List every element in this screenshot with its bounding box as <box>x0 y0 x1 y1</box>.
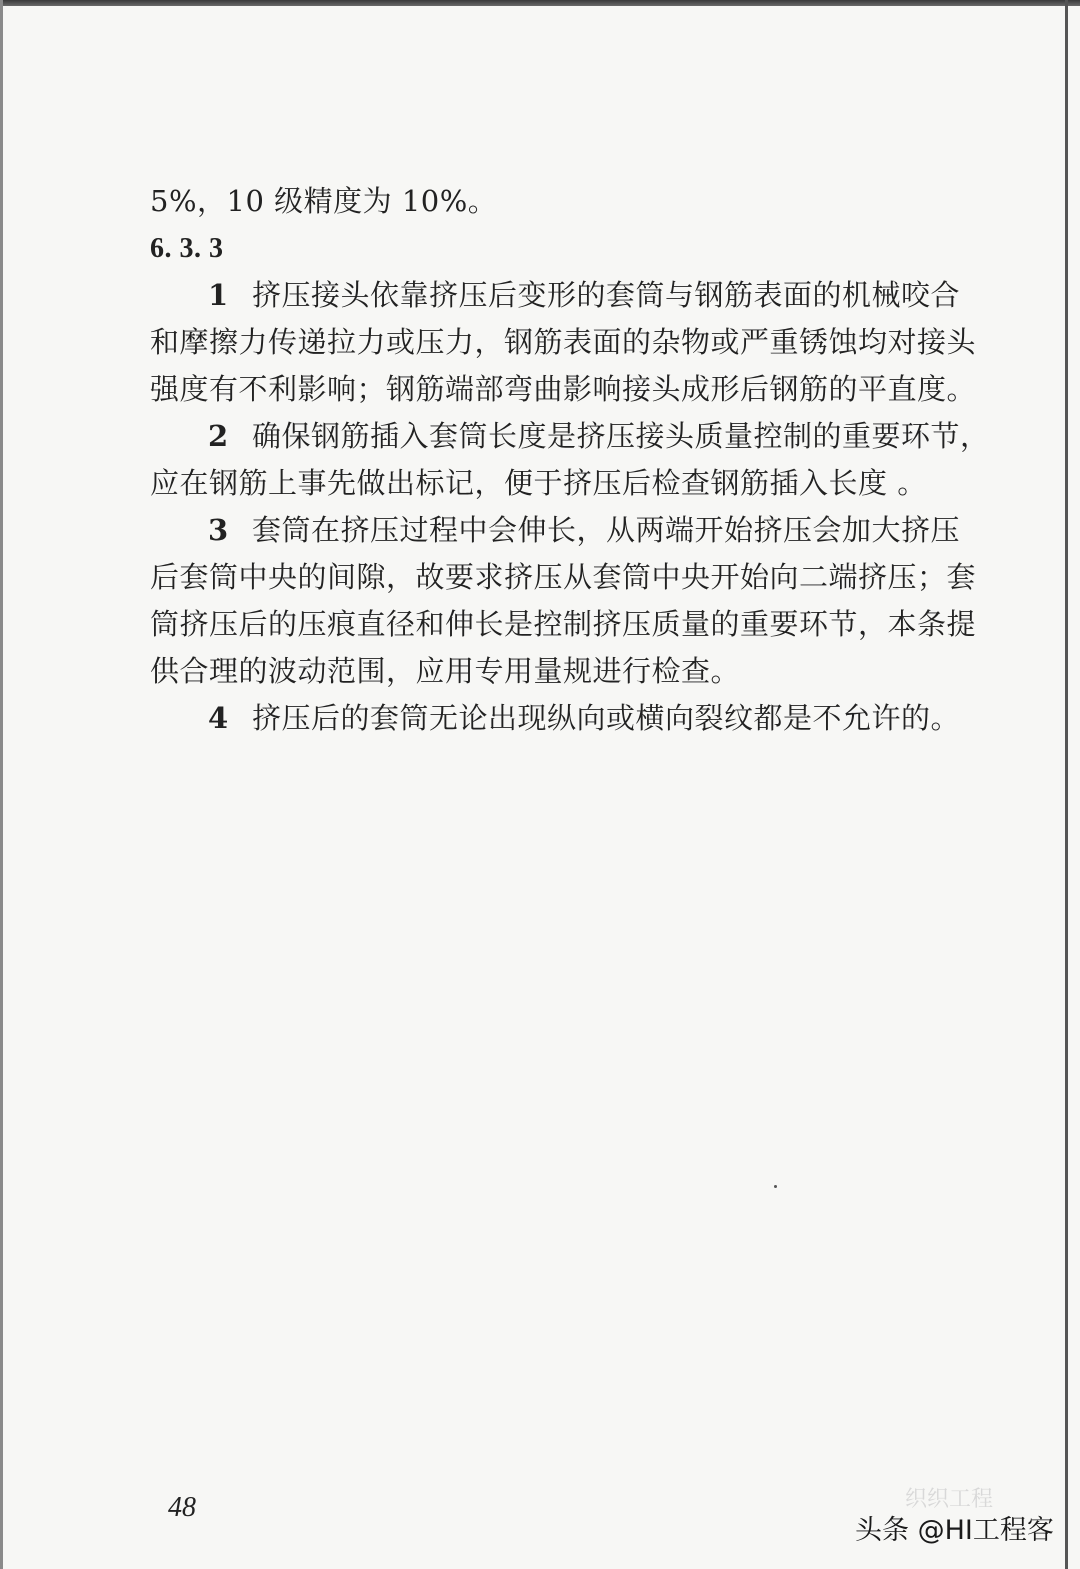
paragraph-1-line-3: 强度有不利影响；钢筋端部弯曲影响接头成形后钢筋的平直度。 <box>150 372 977 406</box>
item-text: 确保钢筋插入套筒长度是挤压接头质量控制的重要环节， <box>252 419 990 453</box>
source-watermark: 头条 @HI工程客 <box>855 1515 1054 1546</box>
item-number: 4 <box>208 701 229 735</box>
scan-speck <box>774 1185 777 1188</box>
item-text: 挤压接头依靠挤压后变形的套筒与钢筋表面的机械咬合 <box>252 278 961 312</box>
scan-top-edge <box>0 0 1080 6</box>
scan-right-edge <box>1065 0 1068 1569</box>
section-heading: 6. 3. 3 <box>150 233 224 264</box>
paragraph-3-line-2: 后套筒中央的间隙，故要求挤压从套筒中央开始向二端挤压；套 <box>150 560 977 594</box>
text-line: 5%，10 级精度为 10%。 <box>150 184 498 218</box>
item-text: 挤压后的套筒无论出现纵向或横向裂纹都是不允许的。 <box>252 701 961 735</box>
paragraph-4-line-1 <box>150 695 965 742</box>
item-number: 3 <box>208 513 229 547</box>
item-number: 1 <box>208 278 229 312</box>
body-text <box>150 178 990 742</box>
paragraph-3-line-1 <box>150 507 965 554</box>
item-text: 套筒在挤压过程中会伸长，从两端开始挤压会加大挤压 <box>252 513 961 547</box>
paragraph-1-line-1 <box>150 272 965 319</box>
paragraph-2-line-1 <box>150 413 990 460</box>
item-number: 2 <box>208 419 229 453</box>
paragraph-3-line-3: 筒挤压后的压痕直径和伸长是控制挤压质量的重要环节，本条提 <box>150 607 977 641</box>
paragraph-3-line-4: 供合理的波动范围，应用专用量规进行检查。 <box>150 654 741 688</box>
page-number: 48 <box>168 1492 196 1523</box>
scan-left-edge <box>0 0 3 1569</box>
faint-watermark: 织织工程 <box>905 1487 994 1512</box>
paragraph-1-line-2: 和摩擦力传递拉力或压力，钢筋表面的杂物或严重锈蚀均对接头 <box>150 325 977 359</box>
paragraph-2-line-2: 应在钢筋上事先做出标记，便于挤压后检查钢筋插入长度 。 <box>150 466 927 500</box>
